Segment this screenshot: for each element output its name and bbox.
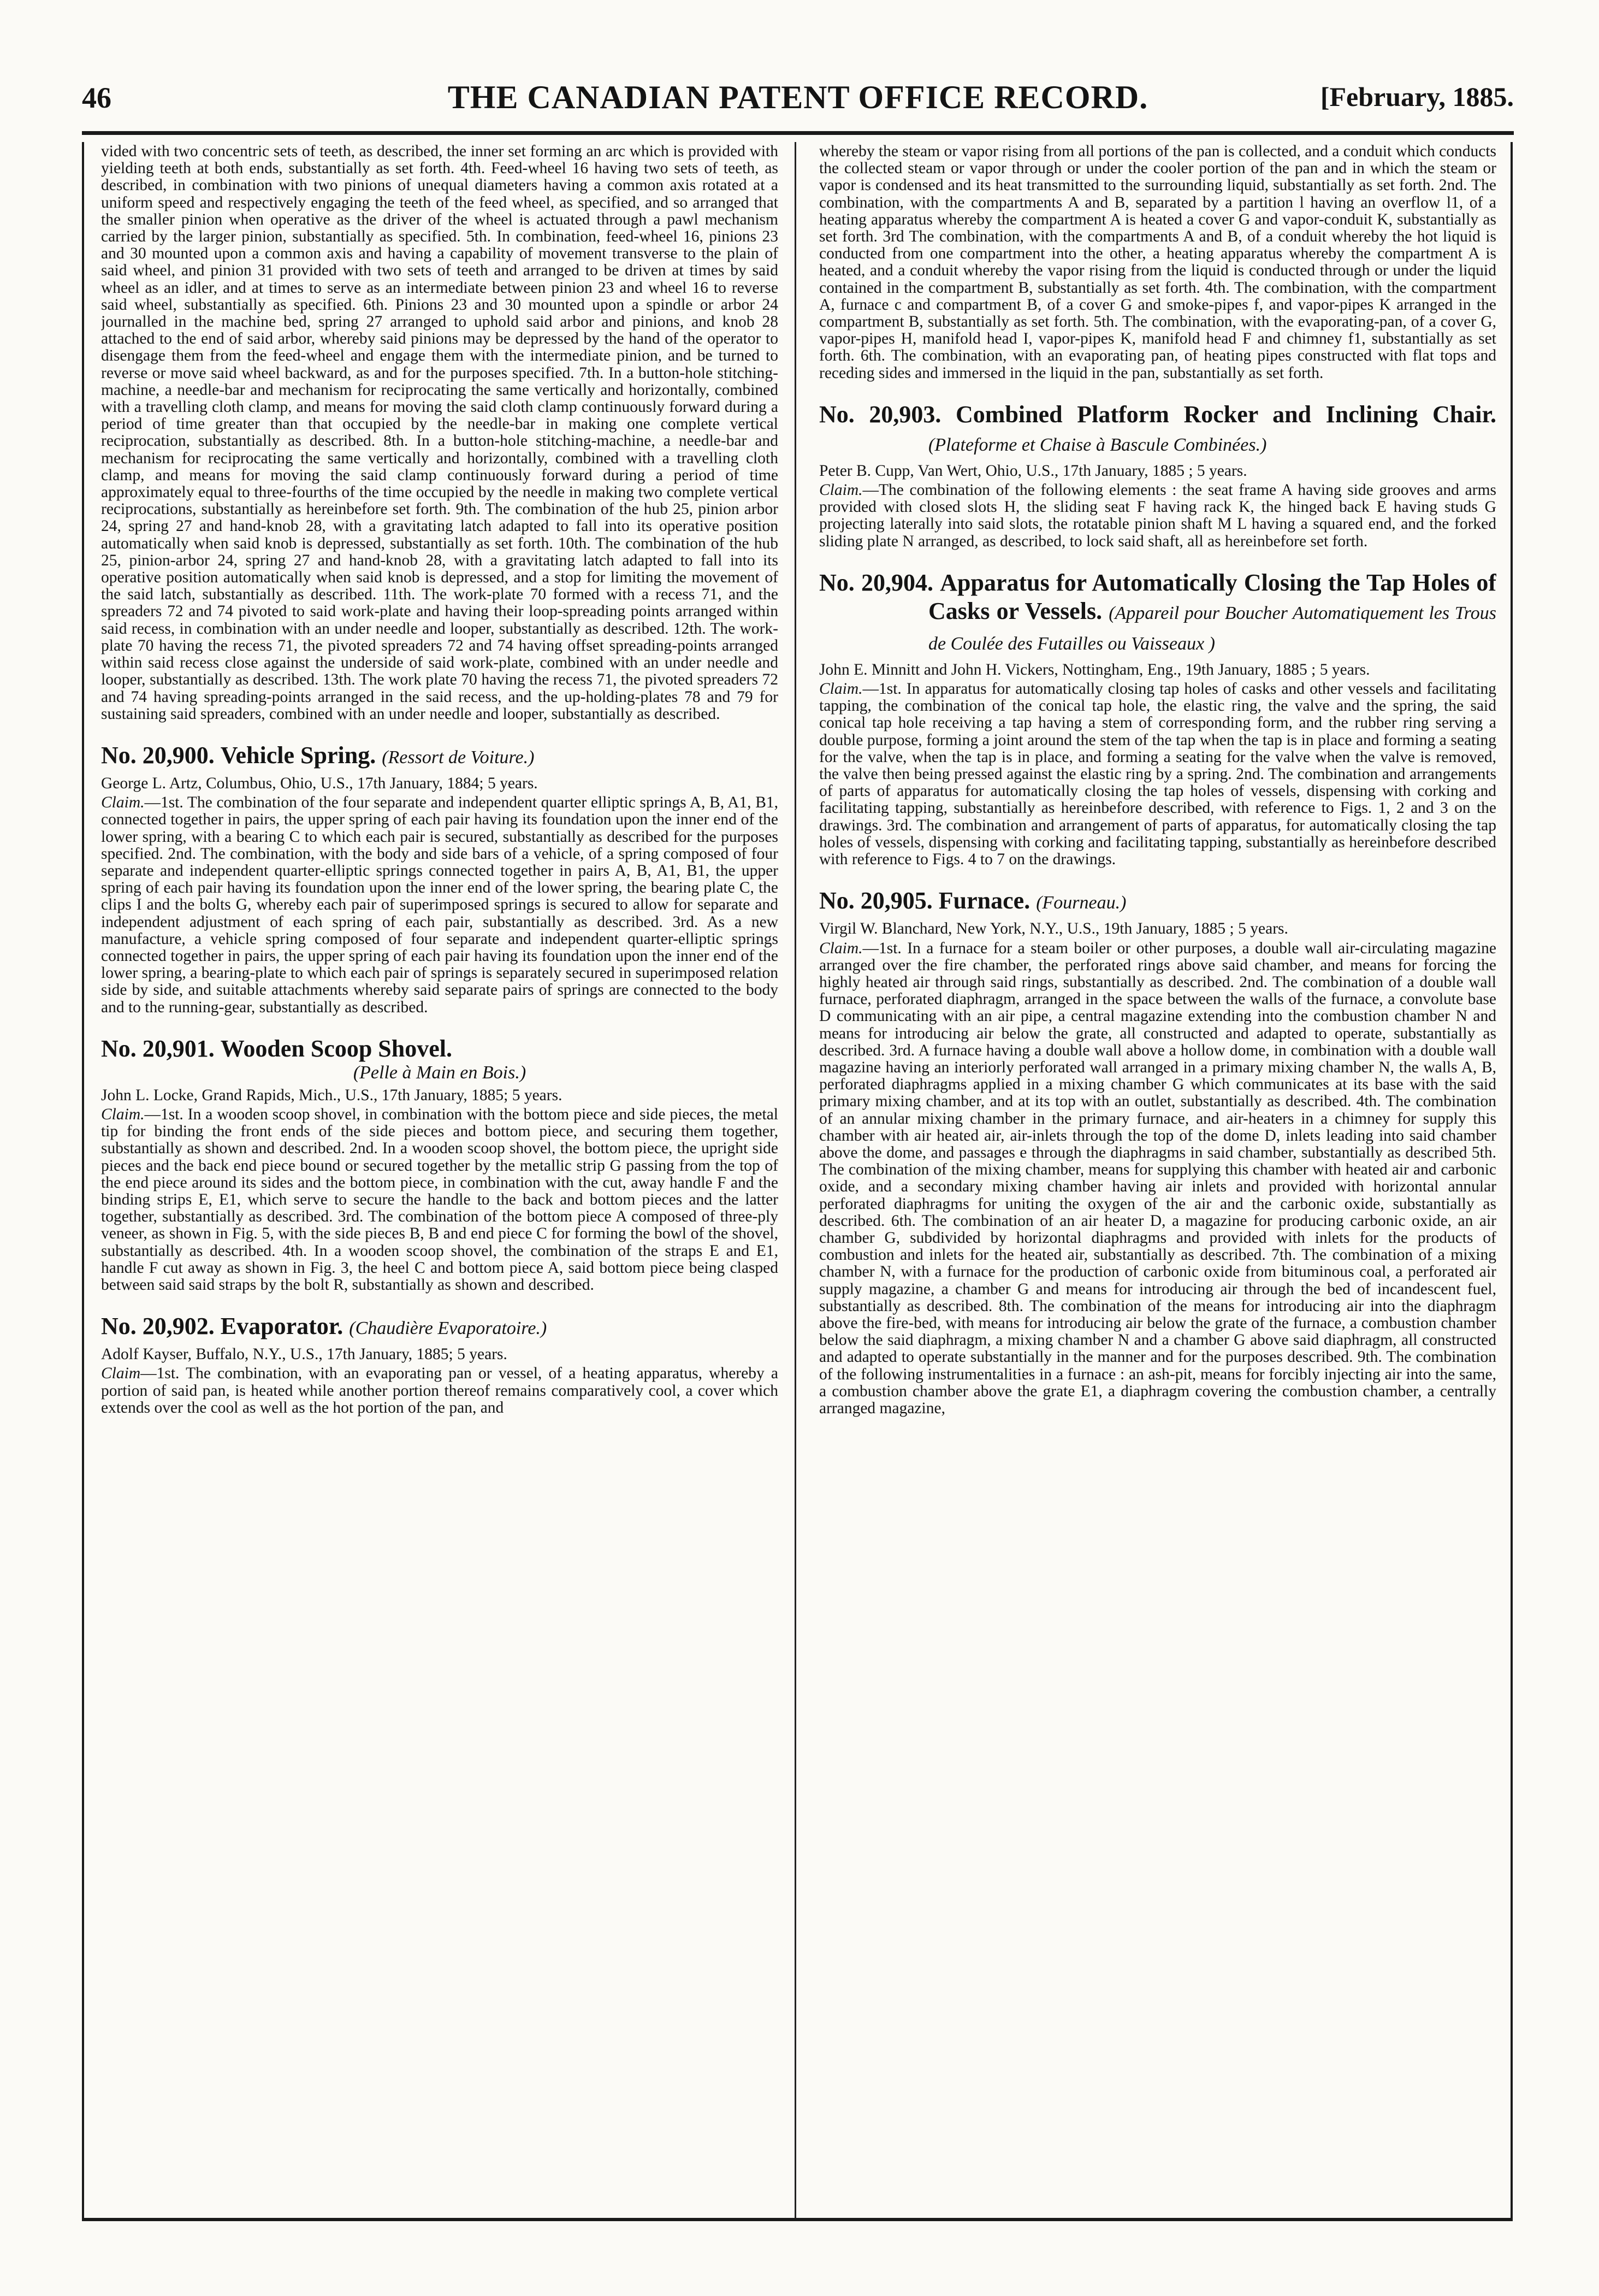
- column-divider: [795, 142, 796, 2218]
- claim-body: —1st. In apparatus for automatically closing tap holes of casks and other vessels and facilitating tapping, the combination of the conical tap hole, the elastic ring, the valve and the spring, the said conical tap hole receiving a tap having a stem of corresponding form, and the rubber ring serving a double purpose, forming a joint around the stem of the tap when the tap is in place and forming a seating for the valve, when the tap is in place, and forming a seating for the valve when the valve is removed, the valve then being pressed against the elastic ring by a spring. 2nd. The combination and arrangements of parts of apparatus for automatically closing the tap holes of vessels, dispensing with corking and facilitating tapping, substantially as hereinbefore described, with reference to Figs. 1, 2 and 3 on the drawings. 3rd. The combination and arrangement of parts of apparatus, for automatically closing the tap holes of vessels, dispensing with corking and facilitating tapping, substantially as hereinbefore described with reference to Figs. 4 to 7 on the drawings.: [819, 680, 1496, 869]
- french-title: (Ressort de Voiture.): [382, 747, 535, 768]
- entry-heading: [819, 569, 1496, 658]
- french-title: (Pelle à Main en Bois.): [353, 1062, 526, 1083]
- french-title: (Fourneau.): [1036, 893, 1127, 913]
- patentee: Adolf Kayser, Buffalo, N.Y., U.S., 17th January, 1885; 5 years.: [101, 1345, 507, 1364]
- patent-entry-20905: [819, 887, 1496, 1417]
- patent-title: Apparatus for Automatically Closing the Tap Holes of Casks or Vessels.: [928, 569, 1496, 624]
- entry-heading: [101, 1035, 778, 1084]
- patentee: John E. Minnitt and John H. Vickers, Nottingham, Eng., 19th January, 1885 ; 5 years.: [819, 660, 1370, 678]
- patent-entry-20901: [101, 1035, 778, 1294]
- claim-text: [101, 794, 778, 1016]
- continued-text: whereby the steam or vapor rising from all portions of the pan is collected, and a conduit which conducts the collected steam or vapor through or under the cooler portion of the pan and in which the steam or vapor is condensed and its heat transmitted to the surrounding liquid, substantially as set forth. 2nd. The combination, with the compartments A and B, separated by a partition l having an overflow l1, of a heating apparatus whereby the compartment A is heated a cover G and vapor-conduit K, substantially as set forth. 3rd The combination, with the compartments A and B, of a conduit whereby the hot liquid is conducted from one compartment into the other, a heating apparatus whereby the compartment A is heated, and a conduit whereby the vapor rising from the liquid is conducted through or under the liquid contained in the compartment B, substantially as set forth. 4th. The combination, with the compartment A, furnace c and compartment B, of a cover G and smoke-pipes f, and vapor-pipes K arranged in the compartment B, substantially as set forth. 5th. The combination, with the evaporating-pan, of a cover G, vapor-pipes H, manifold head I, vapor-pipes K, manifold head F and chimney f1, substantially as set forth. 6th. The combination, with an evaporating pan, of heating pipes constructed with flat tops and receding sides and immersed in the liquid in the pan, substantially as set forth.: [819, 143, 1496, 382]
- claim-body: —1st. In a wooden scoop shovel, in combination with the bottom piece and side pieces, the metal tip for binding the front ends of the side pieces and bottom piece, and securing them together, substantially as shown and described. 2nd. In a wooden scoop shovel, the bottom piece, the upright side pieces and the back end piece bound or secured together by the metallic strip G passing from the top of the end piece around its sides and the bottom piece, in combination with the cut, away handle F and the binding strips E, E1, which serve to secure the handle to the back and bottom pieces and the latter together, substantially as described. 3rd. The combination of the bottom piece A composed of three-ply veneer, as shown in Fig. 5, with the side pieces B, B and end piece C for forming the bowl of the shovel, substantially as described. 4th. In a wooden scoop shovel, the combination of the straps E and E1, handle F cut away as shown in Fig. 3, the heel C and bottom piece A, said bottom piece being clasped between said said straps by the bolt R, substantially as shown and described.: [101, 1105, 778, 1294]
- claim-lead: Claim.: [101, 1105, 145, 1123]
- claim-lead: Claim.: [101, 794, 145, 812]
- french-title: (Chaudière Evaporatoire.): [349, 1318, 547, 1339]
- patentee: Peter B. Cupp, Van Wert, Ohio, U.S., 17th January, 1885 ; 5 years.: [819, 462, 1247, 480]
- patent-entry-20900: [101, 741, 778, 1016]
- patentee: John L. Locke, Grand Rapids, Mich., U.S., 17th January, 1885; 5 years.: [101, 1086, 562, 1104]
- page-header: [82, 71, 1514, 126]
- continued-text: vided with two concentric sets of teeth, as described, the inner set forming an arc which is provided with yielding teeth at both ends, substantially as set forth. 4th. Feed-wheel 16 having two sets of teeth, as described, in combination with two pinions of unequal diameters having a common axis rotated at a uniform speed and respectively engaging the teeth of the feed wheel, as specified, and so arranged that the smaller pinion when operative as the driver of the wheel is actuated through a pawl mechanism carried by the larger pinion, substantially as specified. 5th. In combination, feed-wheel 16, pinions 23 and 30 mounted upon a common axis and having a capability of movement transverse to the plain of said wheel, and pinion 31 provided with two sets of teeth and arranged to be driven at times by said wheel as an idler, and at times to serve as an intermediate between pinion 23 and wheel 16 to reverse said wheel, substantially as specified. 6th. Pinions 23 and 30 mounted upon a spindle or arbor 24 journalled in the machine bed, spring 27 arranged to uphold said arbor and pinions, and knob 28 attached to the end of said arbor, whereby said pinions may be depressed by the hand of the operator to disengage them from the feed-wheel and engage them with the intermediate pinion, and be turned to reverse or move said wheel backward, as and for the purposes specified. 7th. In a button-hole stitching-machine, a needle-bar and mechanism for reciprocating the same vertically and horizontally, combined with a travelling cloth clamp, and means for moving the said cloth clamp continuously forward during a period of time greater than that occupied by the needle-bar in making one complete vertical reciprocation, substantially as described. 8th. In a button-hole stitching-machine, a needle-bar and mechanism for reciprocating the same vertically and horizontally, combined with a travelling cloth clamp, and means for moving the said clamp continuously forward during a period of time approximately equal to three-fourths of the time occupied by the needle in making two complete vertical reciprocations, substantially as hereinbefore set forth. 9th. The combination of the hub 25, pinion arbor 24, spring 27 and hand-knob 28, with a gravitating latch adapted to fall into its operative position automatically when said knob is depressed, substantially as set forth. 10th. The combination of the hub 25, pinion-arbor 24, spring 27 and hand-knob 28, with a gravitating latch adapted to fall into its operative position automatically when said knob is depressed, and a stop for limiting the movement of the said latch, substantially as described. 11th. The work-plate 70 formed with a recess 71, and the spreaders 72 and 74 pivoted to said work-plate and having their loop-spreading points arranged within said recess, in combination with an under needle and looper, substantially as described. 12th. The work-plate 70 having the recess 71, the pivoted spreaders 72 and 74 having offset spreading-points arranged within said recess close against the underside of said work-plate, combined with an under needle and looper, substantially as described. 13th. The work plate 70 having the recess 71, the pivoted spreaders 72 and 74 having spreading-points arranged in the said recess, and the up-holding-plates 78 and 79 for sustaining said spreaders, combined with an under needle and looper, substantially as described.: [101, 143, 778, 723]
- patent-title: Combined Platform Rocker and Inclining Chair.: [956, 400, 1496, 428]
- patent-number: No. 20,905.: [819, 887, 933, 914]
- patentee: George L. Artz, Columbus, Ohio, U.S., 17th January, 1884; 5 years.: [101, 774, 538, 792]
- entry-heading: [819, 887, 1496, 917]
- claim-text: [819, 681, 1496, 868]
- claim-lead: Claim.: [819, 680, 863, 698]
- patent-title: Vehicle Spring.: [220, 741, 376, 769]
- header-rule: [82, 131, 1514, 135]
- left-column: [101, 143, 778, 2208]
- entry-heading: [101, 1312, 778, 1343]
- patent-entry-20904: [819, 569, 1496, 868]
- french-title: (Plateforme et Chaise à Bascule Combinées.): [928, 434, 1267, 455]
- entry-heading: [101, 741, 778, 772]
- claim-lead: Claim: [101, 1365, 141, 1383]
- claim-text: [819, 482, 1496, 550]
- claim-body: —1st. The combination of the four separate and independent quarter elliptic springs A, B, A1, B1, connected together in pairs, the upper spring of each pair having its foundation upon the inner end of the lower spring, with a bearing C to which each pair is secured, substantially as described for the purposes specified. 2nd. The combination, with the body and side bars of a vehicle, of a spring composed of four separate and independent quarter-elliptic springs connected together in pairs A, B, A1, B1, the upper spring of each pair having its foundation upon the inner end of the lower spring, the bearing plate C, the clips I and the bolts G, whereby each pair of superimposed springs is secured to allow for separate and independent adjustment of each spring of each pair, substantially as described. 3rd. As a new manufacture, a vehicle spring composed of four separate and independent quarter-elliptic springs connected together in pairs, the upper spring of each pair having its foundation upon the inner end of the lower spring, a bearing-plate to which each pair of springs is separately secured in superimposed relation side by side, and suitable attachments whereby said separate pairs of springs are connected to the body and to the running-gear, substantially as described.: [101, 794, 778, 1016]
- journal-title: THE CANADIAN PATENT OFFICE RECORD.: [447, 79, 1148, 115]
- claim-body: —The combination of the following elements : the seat frame A having side grooves and arms provided with closed slots H, the sliding seat F having rack K, the hinged back E having studs G projecting laterally into said slots, the rotatable pinion shaft M L having a squared end, and the forked sliding plate N arranged, as described, to lock said shaft, all as hereinbefore set forth.: [819, 481, 1496, 550]
- issue-date: [February, 1885.: [1320, 81, 1514, 112]
- patent-number: No. 20,900.: [101, 741, 215, 769]
- patent-number: No. 20,904.: [819, 569, 934, 596]
- entry-heading: [819, 400, 1496, 459]
- claim-body: —1st. The combination, with an evaporating pan or vessel, of a heating apparatus, whereby a portion of said pan, is heated while another portion thereof remains comparatively cool, a cover which extends over the cool as well as the hot portion of the pan, and: [101, 1365, 778, 1416]
- patent-title: Wooden Scoop Shovel.: [220, 1035, 452, 1062]
- claim-text: [101, 1106, 778, 1294]
- french-title: (Appareil pour Boucher Automatiquement les Trous de Coulée des Futailles ou Vaisseaux ): [928, 603, 1496, 654]
- patentee: Virgil W. Blanchard, New York, N.Y., U.S., 19th January, 1885 ; 5 years.: [819, 920, 1288, 938]
- patent-number: No. 20,903.: [819, 400, 941, 428]
- patent-title: Furnace.: [938, 887, 1031, 914]
- patent-number: No. 20,902.: [101, 1313, 215, 1340]
- claim-body: —1st. In a furnace for a steam boiler or other purposes, a double wall air-circulating magazine arranged over the fire chamber, the perforated rings above said chamber, and means for forcing the highly heated air through said rings, substantially as described. 2nd. The combination of a double wall furnace, perforated diaphragm, arranged in the space between the walls of the furnace, a convolute base D communicating with an air pipe, a central magazine extending into the combustion chamber N and means for introducing air below the grate, all constructed and adapted to operate, substantially as described. 3rd. A furnace having a double wall above a hollow dome, in combination with a double wall magazine having an interiorly perforated wall arranged in a primary mixing chamber N, the walls A, B, perforated diaphragms applied in a mixing chamber G which communicates at its base with the said primary mixing chamber, and at its top with an outlet, substantially as described. 4th. The combination of an annular mixing chamber in the primary furnace, and air-heaters in a chimney for supply this chamber with air heated air, air-inlets through the top of the dome D, inlets leading into said chamber above the dome, and passages e through the diaphragms in said chamber, substantially as described 5th. The combination of the mixing chamber, means for supplying this chamber with heated air and carbonic oxide, and a secondary mixing chamber having air inlets and provided with horizontal annular perforated diaphragms for uniting the oxygen of the air and the carbonic oxide, substantially as described. 6th. The combination of an air heater D, a magazine for producing carbonic oxide, an air chamber G, subdivided by horizontal diaphragms and provided with inlets for the products of combustion and inlets for the heated air, substantially as described. 7th. The combination of a mixing chamber N, with a furnace for the production of carbonic oxide from bituminous coal, a perforated air supply magazine, a chamber G and means for introducing air through the bed of incandescent fuel, substantially as described. 8th. The combination of the means for introducing air into the diaphragm above the fire-bed, with means for introducing air below the grate of the furnace, a combustion chamber below the said diaphragm, a mixing chamber N and a chamber G above said diaphragm, all constructed and adapted to operate substantially in the manner and for the purposes described. 9th. The combination of the following instrumentalities in a furnace : an ash-pit, means for forcibly injecting air into the same, a combustion chamber above the grate E1, a diaphragm covering the combustion chamber, a centrally arranged magazine,: [819, 939, 1496, 1417]
- right-column: [819, 143, 1496, 2208]
- patent-entry-20903: [819, 400, 1496, 550]
- patent-entry-20902: [101, 1312, 778, 1416]
- claim-text: [101, 1365, 778, 1416]
- patent-title: Evaporator.: [220, 1313, 344, 1340]
- claim-lead: Claim.: [819, 481, 863, 499]
- claim-lead: Claim.: [819, 939, 863, 957]
- page-number: 46: [82, 81, 111, 114]
- patent-number: No. 20,901.: [101, 1035, 215, 1062]
- claim-text: [819, 940, 1496, 1418]
